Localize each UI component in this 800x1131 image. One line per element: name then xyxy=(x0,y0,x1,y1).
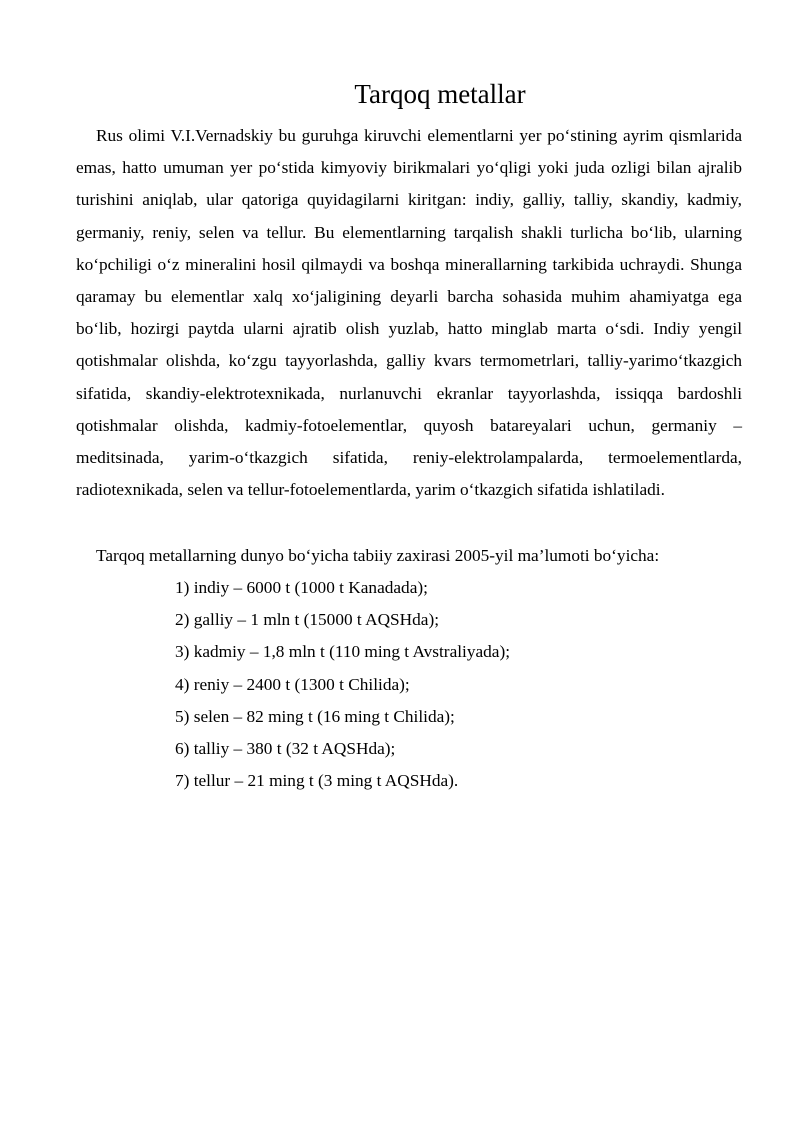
list-item: 5) selen – 82 ming t (16 ming t Chilida); xyxy=(175,706,455,726)
body-paragraph-reserves-intro: Tarqoq metallarning dunyo bo‘yicha tabiiy zaxirasi 2005-yil ma’lumoti bo‘yicha: xyxy=(96,546,660,565)
list-item: 7) tellur – 21 ming t (3 ming t AQSHda). xyxy=(175,771,459,791)
reserves-list xyxy=(175,572,510,797)
list-item: 6) talliy – 380 t (32 t AQSHda); xyxy=(175,739,396,759)
list-item: 2) galliy – 1 mln t (15000 t AQSHda); xyxy=(175,610,440,630)
page-title: Tarqoq metallar xyxy=(354,79,526,109)
list-item: 4) reniy – 2400 t (1300 t Chilida); xyxy=(175,674,410,694)
list-item: 1) indiy – 6000 t (1000 t Kanadada); xyxy=(175,578,428,597)
list-item: 3) kadmiy – 1,8 mln t (110 ming t Avstraliyada); xyxy=(175,642,511,662)
body-paragraph-intro: Rus olimi V.I.Vernadskiy bu guruhga kiruvchi elementlarni yer po‘stining ayrim qismlarida emas, hatto umuman yer po‘stida kimyoviy birikmalari yo‘qligi yoki juda ozligi bilan ajralib turishini aniqlab, ular qatoriga quyidagilarni kiritgan: indiy, galliy, talliy, skandiy, kadmiy, germaniy, reniy, selen va tellur. Bu elementlarning tarqalish shakli turlicha bo‘lib, ularning ko‘pchiligi o‘z mineralini hosil qilmaydi va boshqa minerallarning tarkibida uchraydi. Shunga qaramay bu elementlar xalq xo‘jaligining deyarli barcha sohasida muhim ahamiyatga ega bo‘lib, hozirgi paytda ularni ajratib olish yuzlab, hatto minglab marta o‘sdi. Indiy yengil qotishmalar olishda, ko‘zgu tayyorlashda, galliy kvars termometrlari, talliy-yarimo‘tkazgich sifatida, skandiy-elektrotexnikada, nurlanuvchi ekranlar tayyorlashda, issiqqa bardoshli qotishmalar olishda, kadmiy-fotoelementlar, quyosh batareyalari uchun, germaniy – meditsinada, yarim-o‘tkazgich sifatida, reniy-elektrolampalarda, termoelementlarda, radiotexnikada, selen va tellur-fotoelementlarda, yarim o‘tkazgich sifatida ishlatiladi. xyxy=(76,126,742,500)
